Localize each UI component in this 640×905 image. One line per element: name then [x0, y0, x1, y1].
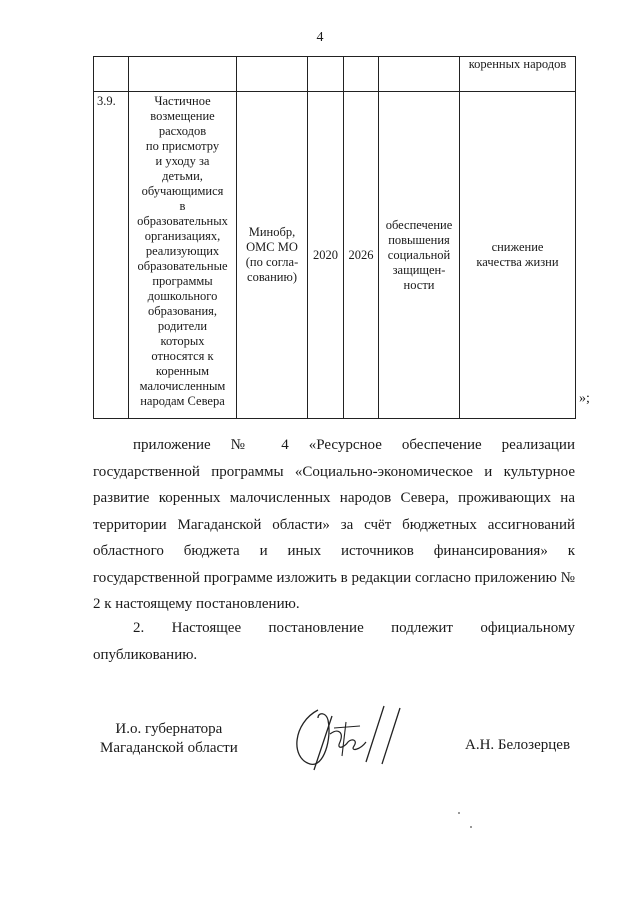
- cell-line: обучающимися: [141, 184, 224, 198]
- cell-line: и уходу за: [155, 154, 210, 168]
- measures-table: [93, 56, 576, 419]
- cell-line: сованию): [247, 270, 297, 284]
- executor-lines: [239, 225, 305, 285]
- cell-line: Частичное: [154, 94, 211, 108]
- cell-number: [94, 57, 129, 92]
- signatory-name: А.Н. Белозерцев: [465, 737, 571, 753]
- cell-line: расходов: [158, 124, 207, 138]
- name-lines: [131, 94, 234, 409]
- cell-name: [129, 92, 237, 419]
- table-row: [94, 57, 576, 92]
- cell-line: социальной: [387, 247, 451, 262]
- scan-speck: [458, 812, 460, 814]
- signatory-title: [100, 720, 238, 758]
- cell-line: качества жизни: [476, 255, 559, 269]
- cell-line: программы: [152, 274, 213, 288]
- paragraph-publication: 2. Настоящее постановление подлежит официальному опубликованию.: [93, 620, 575, 663]
- cell-executor: [237, 92, 308, 419]
- cell-consequence: [460, 92, 576, 419]
- cell-line: обеспечение: [385, 217, 453, 232]
- table-row: [94, 92, 576, 419]
- cell-line: образовательных: [137, 214, 228, 228]
- cell-line: народам Севера: [140, 394, 225, 408]
- cell-line: организациях,: [144, 229, 221, 243]
- cell-line: снижение: [491, 240, 544, 254]
- cell-line: детьми,: [162, 169, 203, 183]
- cell-line: возмещение: [150, 109, 215, 123]
- cell-line: которых: [160, 334, 205, 348]
- page-number: 4: [316, 30, 324, 45]
- cell-line: (по согла-: [245, 255, 299, 269]
- consequence-lines: [462, 240, 573, 270]
- cell-line: родители: [157, 319, 208, 333]
- handwritten-signature: [288, 698, 418, 778]
- signatory-title-line1: И.о. губернатора: [115, 721, 223, 737]
- closing-quote: »;: [579, 391, 590, 406]
- cell-line: реализующих: [145, 244, 220, 258]
- cell-line: образовательные: [137, 259, 228, 273]
- cell-year-end: 2026: [344, 92, 379, 419]
- scan-speck: [470, 826, 472, 828]
- cell-year-start: 2020: [308, 92, 344, 419]
- cell-line: относятся к: [151, 349, 214, 363]
- cell-name: [129, 57, 237, 92]
- cell-result: [379, 92, 460, 419]
- cell-year-start: [308, 57, 344, 92]
- paragraph-appendix: приложение № 4 «Ресурсное обеспечение реализации государственной программы «Социально-экономическое и культурное развитие коренных малочисленных народов Севера, проживающих на территории Магаданской области» за счёт бюджетных ассигнований областного бюджета и иных источников финансирования» к государственной программе изложить в редакции согласно приложению № 2 к настоящему постановлению.: [93, 437, 575, 612]
- cell-line: дошкольного: [147, 289, 218, 303]
- cell-executor: [237, 57, 308, 92]
- cell-line: ности: [403, 277, 435, 292]
- signatory-title-line2: Магаданской области: [100, 740, 238, 756]
- cell-line: Минобр,: [248, 225, 296, 239]
- cell-line: ОМС МО: [246, 240, 298, 254]
- cell-line: в: [179, 199, 186, 213]
- cell-result: [379, 57, 460, 92]
- cell-line: по присмотру: [145, 139, 220, 153]
- cell-line: повышения: [388, 232, 450, 247]
- cell-consequence: коренных народов: [460, 57, 576, 92]
- cell-year-end: [344, 57, 379, 92]
- cell-line: коренным: [155, 364, 210, 378]
- cell-line: малочисленным: [139, 379, 226, 393]
- cell-number: 3.9.: [94, 92, 129, 419]
- cell-line: защищен-: [392, 262, 446, 277]
- cell-line: образования,: [147, 304, 218, 318]
- result-lines: [381, 218, 457, 293]
